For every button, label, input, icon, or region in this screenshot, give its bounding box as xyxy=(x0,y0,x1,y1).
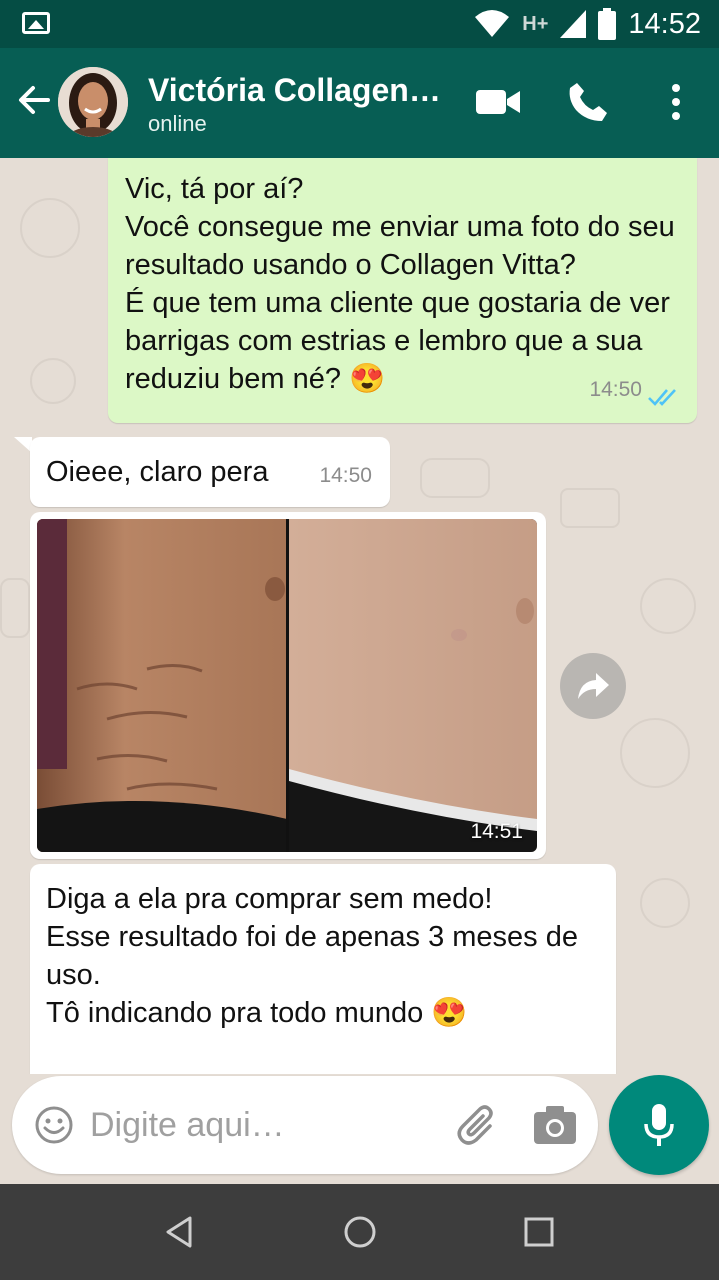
forward-button[interactable] xyxy=(560,653,626,719)
message-text: Diga a ela pra comprar sem medo! Esse resultado foi de apenas 3 meses de uso. Tô indicando pra todo mundo 😍 xyxy=(46,883,578,1029)
before-after-photo[interactable] xyxy=(37,519,537,852)
clock: 14:52 xyxy=(628,7,701,40)
chat-header xyxy=(0,48,719,158)
message-time: 14:51 xyxy=(470,820,523,843)
arrow-left-icon[interactable] xyxy=(14,80,54,120)
chat-area[interactable] xyxy=(0,158,719,1074)
system-status xyxy=(474,6,701,42)
gallery-notification-icon xyxy=(22,12,50,34)
photo-content xyxy=(37,519,537,852)
more-vertical-icon[interactable] xyxy=(652,78,700,126)
background-doodle xyxy=(20,198,80,258)
nav-home-icon[interactable] xyxy=(340,1212,380,1252)
background-doodle xyxy=(560,488,620,528)
incoming-message[interactable] xyxy=(30,437,390,507)
forward-arrow-icon xyxy=(576,671,610,701)
message-input[interactable] xyxy=(90,1100,420,1150)
contact-status: online xyxy=(148,111,207,136)
message-text: Oieee, claro pera xyxy=(46,456,269,488)
background-doodle xyxy=(420,458,490,498)
signal-icon xyxy=(560,10,586,38)
phone-icon[interactable] xyxy=(564,78,612,126)
message-composer xyxy=(12,1076,598,1174)
message-text: Vic, tá por aí? Você consegue me enviar uma foto do seu resultado usando o Collagen Vitta? É que tem uma cliente que gostaria de ver barrigas com estrias e lembro que a sua reduziu bem né? 😍 xyxy=(125,173,675,395)
background-doodle xyxy=(30,358,76,404)
video-camera-icon[interactable] xyxy=(474,78,522,126)
contact-name[interactable]: Victória Collagen… xyxy=(148,72,441,108)
incoming-image-message[interactable] xyxy=(30,512,546,859)
background-doodle xyxy=(640,878,690,928)
status-bar xyxy=(0,0,719,48)
battery-icon xyxy=(598,8,616,40)
message-time: 14:50 xyxy=(589,378,642,401)
avatar[interactable] xyxy=(58,67,128,137)
avatar-photo xyxy=(58,67,128,137)
system-navigation-bar xyxy=(0,1184,719,1280)
background-doodle xyxy=(640,578,696,634)
nav-recents-icon[interactable] xyxy=(519,1212,559,1252)
microphone-button[interactable] xyxy=(609,1075,709,1175)
microphone-icon xyxy=(642,1102,676,1148)
paperclip-icon[interactable] xyxy=(456,1102,502,1148)
double-check-icon xyxy=(648,387,680,407)
wifi-icon xyxy=(474,9,510,39)
background-doodle xyxy=(620,718,690,788)
camera-icon[interactable] xyxy=(532,1103,578,1147)
message-time: 14:50 xyxy=(319,464,372,487)
incoming-message[interactable] xyxy=(30,864,616,1074)
smiley-icon[interactable] xyxy=(34,1105,74,1145)
network-type-label: H+ xyxy=(522,12,549,35)
outgoing-message[interactable] xyxy=(108,158,697,423)
background-doodle xyxy=(0,578,30,638)
nav-back-icon[interactable] xyxy=(160,1212,200,1252)
